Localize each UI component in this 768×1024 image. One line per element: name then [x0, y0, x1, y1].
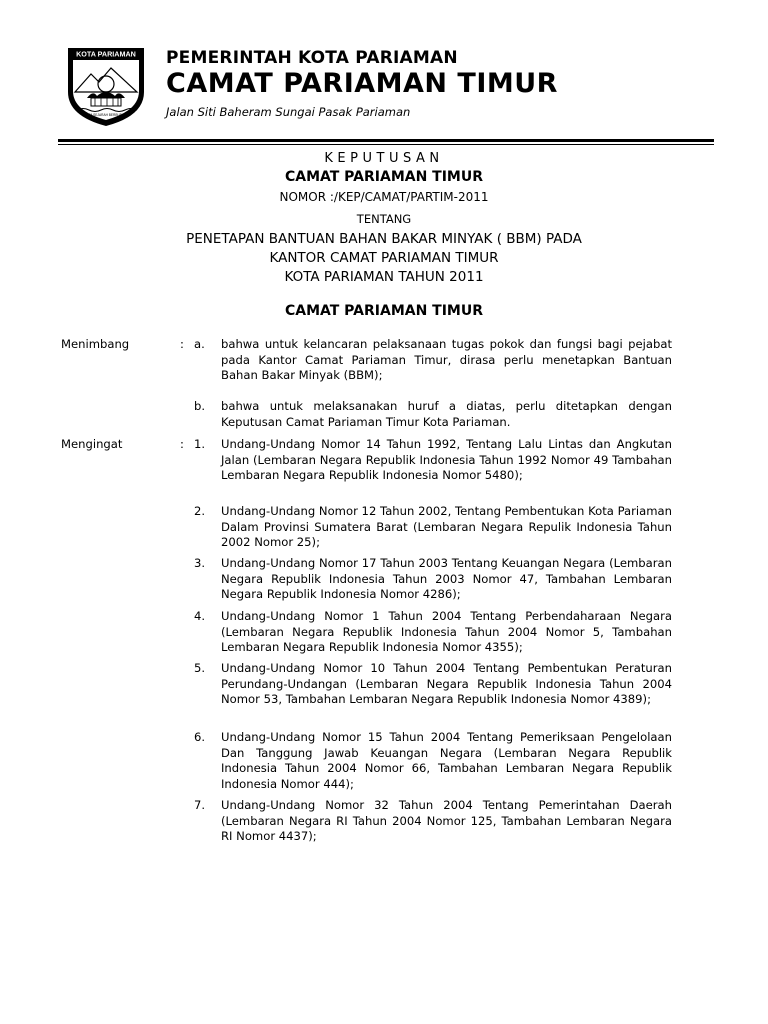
letterhead-divider-thin [58, 144, 714, 145]
about-label: TENTANG [356, 212, 412, 226]
document-title-line: KANTOR CAMAT PARIAMAN TIMUR [269, 250, 499, 266]
office-name: CAMAT PARIAMAN TIMUR [166, 68, 558, 99]
item-marker: 1. [194, 437, 206, 451]
emblem-bottom-text: KOTA SEJARAH BERBUDAYA [84, 113, 128, 117]
mengingat-label: Mengingat [61, 437, 123, 451]
item-text: Undang-Undang Nomor 15 Tahun 2004 Tentang Pemeriksaan Pengelolaan Dan Tanggung Jawab Keuangan Negara (Lembaran Negara Republik Indonesia Tahun 2004 Nomor 66, Tambahan Lembaran Negara Republik Indonesia Nomor 444); [221, 730, 672, 791]
document-title-line: KOTA PARIAMAN TAHUN 2011 [284, 269, 484, 285]
document-title [0, 230, 768, 287]
government-name: PEMERINTAH KOTA PARIAMAN [166, 48, 458, 68]
issuer-heading: CAMAT PARIAMAN TIMUR [284, 169, 484, 185]
document-number: NOMOR :/KEP/CAMAT/PARTIM-2011 [279, 190, 489, 204]
menimbang-colon: : [180, 337, 184, 351]
item-marker: 5. [194, 661, 206, 675]
item-text: Undang-Undang Nomor 1 Tahun 2004 Tentang Perbendaharaan Negara (Lembaran Negara Republik Indonesia Tahun 2004 Nomor 5, Tambahan Lembaran Negara Republik Indonesia Nomor 4355); [221, 609, 672, 654]
item-marker: 2. [194, 504, 206, 518]
item-text: bahwa untuk kelancaran pelaksanaan tugas pokok dan fungsi bagi pejabat pada Kantor Camat Pariaman Timur, dirasa perlu menetapkan Bantuan Bahan Bakar Minyak (BBM); [221, 337, 672, 382]
item-marker: a. [194, 337, 205, 351]
emblem-top-text: KOTA PARIAMAN [76, 49, 136, 59]
item-text: Undang-Undang Nomor 17 Tahun 2003 Tentang Keuangan Negara (Lembaran Negara Republik Indonesia Tahun 2003 Nomor 47, Tambahan Lembaran Negara Republik Indonesia Nomor 4286); [221, 556, 672, 601]
item-text: Undang-Undang Nomor 32 Tahun 2004 Tentang Pemerintahan Daerah (Lembaran Negara RI Tahun 2004 Nomor 125, Tambahan Lembaran Negara RI Nomor 4437); [221, 798, 672, 843]
item-text: Undang-Undang Nomor 14 Tahun 1992, Tentang Lalu Lintas dan Angkutan Jalan (Lembaran Negara Republik Indonesia Tahun 1992 Nomor 49 Tambahan Lembaran Negara Republik Indonesia Nomor 5480); [221, 437, 672, 482]
item-text: Undang-Undang Nomor 10 Tahun 2004 Tentang Pembentukan Peraturan Perundang-Undangan (Lembaran Negara Republik Indonesia Tahun 2004 Nomor 53, Tambahan Lembaran Negara Republik Indonesia Nomor 4389); [221, 661, 672, 706]
item-marker: b. [194, 399, 206, 413]
menimbang-label: Menimbang [61, 337, 130, 351]
item-marker: 4. [194, 609, 206, 623]
office-address: Jalan Siti Baheram Sungai Pasak Pariaman [166, 105, 411, 119]
document-type: KEPUTUSAN [324, 151, 444, 166]
item-text: Undang-Undang Nomor 12 Tahun 2002, Tentang Pembentukan Kota Pariaman Dalam Provinsi Sumatera Barat (Lembaran Negara Repulik Indonesia Tahun 2002 Nomor 25); [221, 504, 672, 549]
item-text: bahwa untuk melaksanakan huruf a diatas, perlu ditetapkan dengan Keputusan Camat Pariaman Timur Kota Pariaman. [221, 399, 672, 429]
issuer-heading-repeat: CAMAT PARIAMAN TIMUR [284, 303, 484, 319]
item-marker: 6. [194, 730, 206, 744]
document-title-line: PENETAPAN BANTUAN BAHAN BAKAR MINYAK ( BBM) PADA [186, 231, 582, 247]
letterhead-divider-thick [58, 139, 714, 142]
kota-pariaman-emblem [65, 46, 147, 128]
item-marker: 7. [194, 798, 206, 812]
mengingat-colon: : [180, 437, 184, 451]
item-marker: 3. [194, 556, 206, 570]
